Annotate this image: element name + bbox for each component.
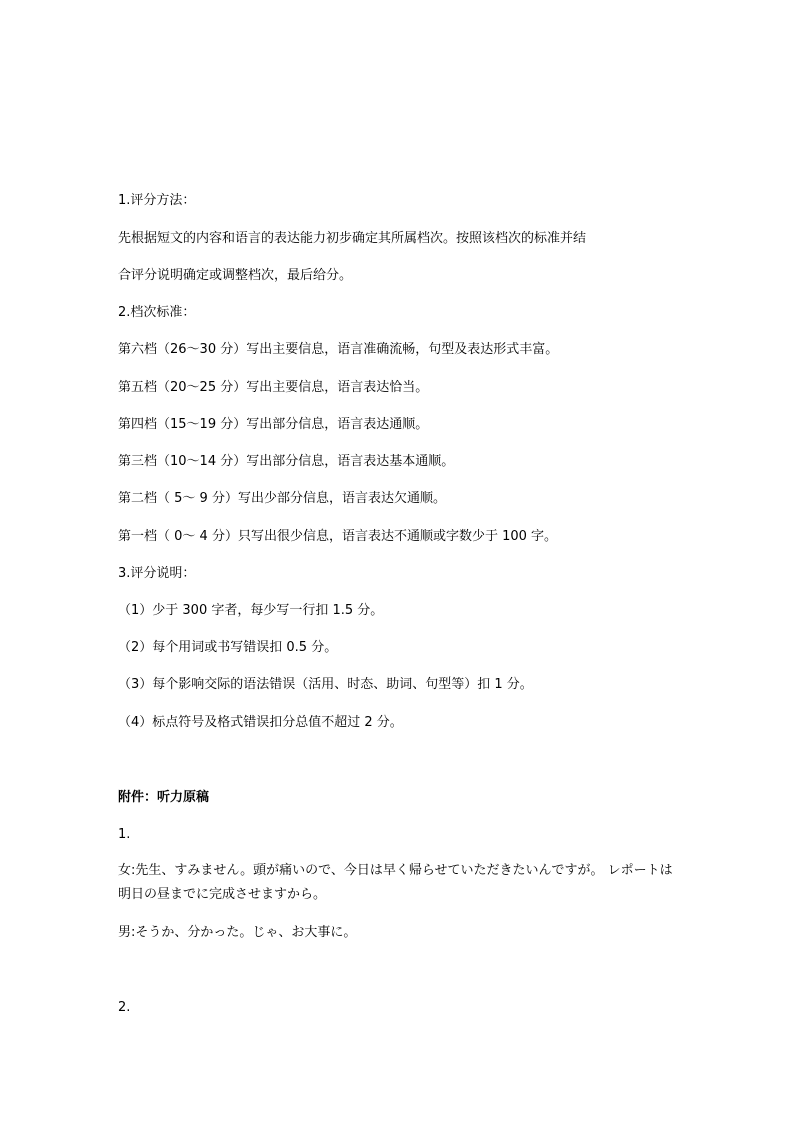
levels-heading: 2.档次标准：: [118, 305, 196, 320]
level-item: 第六档（26～30 分）写出主要信息，语言准确流畅，句型及表达形式丰富。: [118, 342, 559, 357]
transcript-item-number: 1.: [118, 827, 131, 842]
note-item: （3）每个影响交际的语法错误（活用、时态、助词、句型等）扣 1 分。: [118, 677, 533, 692]
transcript-item-number: 2.: [118, 1000, 131, 1015]
scoring-method-line-1: 先根据短文的内容和语言的表达能力初步确定其所属档次。按照该档次的标准并结: [118, 231, 587, 246]
scoring-method-line-2: 合评分说明确定或调整档次，最后给分。: [118, 268, 353, 283]
level-item: 第二档（ 5～ 9 分）写出少部分信息，语言表达欠通顺。: [118, 491, 446, 506]
level-item: 第五档（20～25 分）写出主要信息，语言表达恰当。: [118, 380, 429, 395]
level-item: 第一档（ 0～ 4 分）只写出很少信息，语言表达不通顺或字数少于 100 字。: [118, 529, 558, 544]
appendix-title: 附件：听力原稿: [118, 790, 210, 805]
note-item: （2）每个用词或书写错误扣 0.5 分。: [118, 640, 338, 655]
note-item: （1）少于 300 字者，每少写一行扣 1.5 分。: [118, 603, 384, 618]
notes-heading: 3.评分说明：: [118, 566, 196, 581]
transcript-woman-line: 女:先生、すみません。頭が痛いので、今日は早く帰らせていただきたいんですが。 レポートは明日の昼までに完成させますから。: [118, 863, 673, 902]
level-item: 第四档（15～19 分）写出部分信息，语言表达通顺。: [118, 417, 429, 432]
transcript-man-line: 男:そうか、分かった。じゃ、お大事に。: [118, 925, 357, 940]
level-item: 第三档（10～14 分）写出部分信息，语言表达基本通顺。: [118, 454, 455, 469]
note-item: （4）标点符号及格式错误扣分总值不超过 2 分。: [118, 715, 403, 730]
scoring-method-heading: 1.评分方法：: [118, 193, 196, 208]
